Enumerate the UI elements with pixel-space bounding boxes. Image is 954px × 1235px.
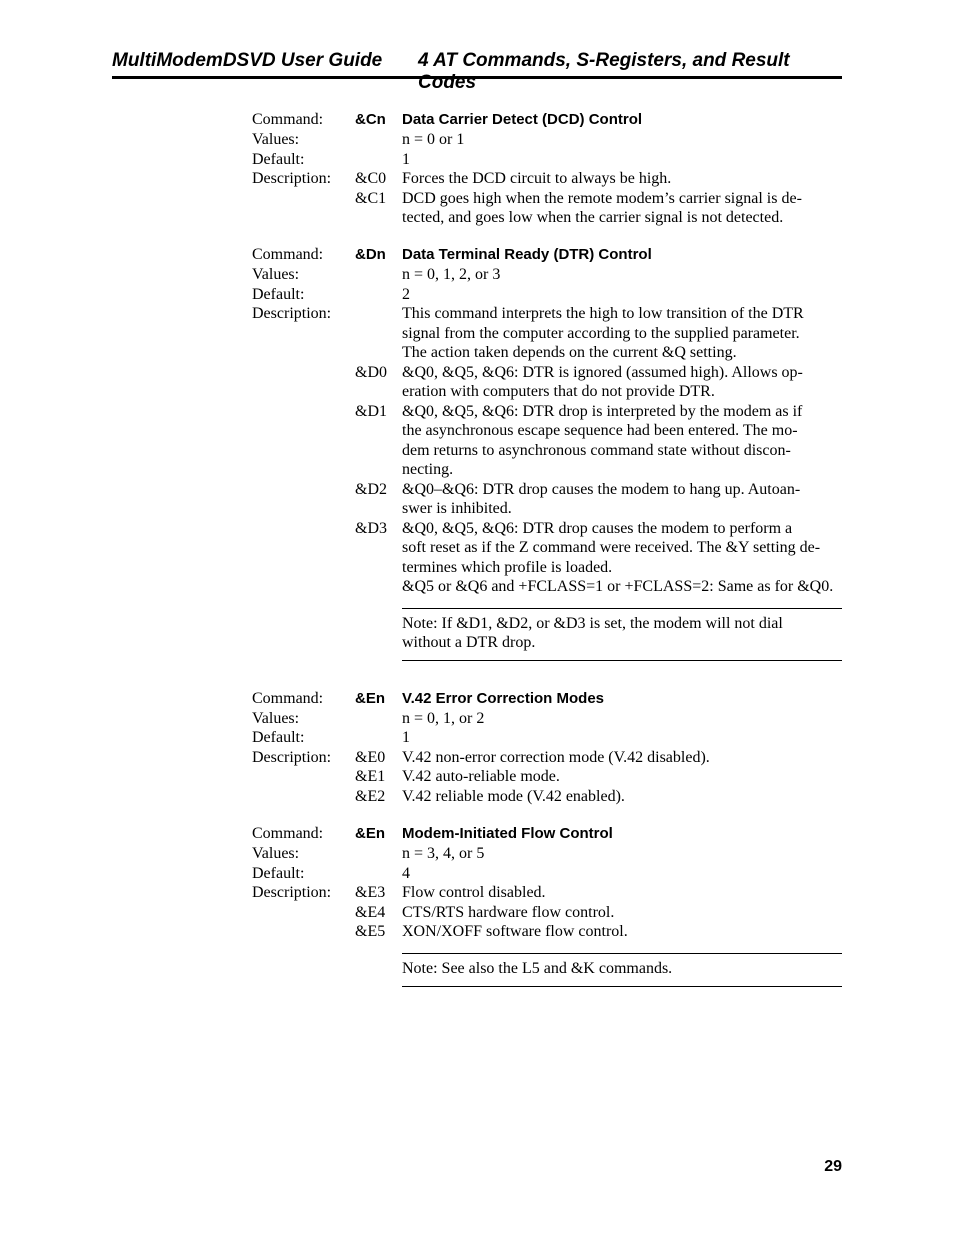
option-code: &D0	[355, 364, 387, 381]
option-text: &Q0–&Q6: DTR drop causes the modem to hang up. Autoan-	[402, 481, 801, 498]
default-label: Default:	[252, 729, 305, 746]
command-label: Command:	[252, 111, 324, 128]
note-box	[402, 608, 842, 661]
option-code: &E1	[355, 768, 386, 785]
option-text: Forces the DCD circuit to always be high.	[402, 170, 672, 187]
page-number: 29	[824, 1158, 842, 1175]
option-text: CTS/RTS hardware flow control.	[402, 904, 615, 921]
description-label: Description:	[252, 305, 332, 322]
option-text: eration with computers that do not provide DTR.	[402, 383, 715, 400]
values-text: n = 3, 4, or 5	[402, 845, 485, 862]
option-code: &D1	[355, 403, 387, 420]
default-value: 4	[402, 865, 410, 882]
values-text: n = 0 or 1	[402, 131, 465, 148]
values-text: n = 0, 1, or 2	[402, 710, 485, 727]
command-label: Command:	[252, 246, 324, 263]
option-code: &C0	[355, 170, 387, 187]
option-code: &E2	[355, 788, 386, 805]
option-text: soft reset as if the Z command were received. The &Y setting de-	[402, 539, 821, 556]
option-text: XON/XOFF software flow control.	[402, 923, 628, 940]
note-text: Note: If &D1, &D2, or &D3 is set, the modem will not dial	[402, 615, 783, 632]
values-label: Values:	[252, 710, 300, 727]
option-text: &Q0, &Q5, &Q6: DTR drop causes the modem to perform a	[402, 520, 793, 537]
option-text: swer is inhibited.	[402, 500, 512, 517]
option-code: &E5	[355, 923, 386, 940]
command-code: &En	[355, 690, 385, 707]
default-value: 1	[402, 729, 410, 746]
description-text: The action taken depends on the current &Q setting.	[402, 344, 737, 361]
description-label: Description:	[252, 884, 332, 901]
default-value: 1	[402, 151, 410, 168]
default-label: Default:	[252, 865, 305, 882]
option-text: &Q0, &Q5, &Q6: DTR drop is interpreted by the modem as if	[402, 403, 803, 420]
default-value: 2	[402, 286, 410, 303]
option-code: &E4	[355, 904, 386, 921]
description-label: Description:	[252, 749, 332, 766]
note-box	[402, 953, 842, 987]
values-label: Values:	[252, 131, 300, 148]
description-text: signal from the computer according to the supplied parameter.	[402, 325, 800, 342]
option-text: V.42 auto-reliable mode.	[402, 768, 560, 785]
command-title: Data Carrier Detect (DCD) Control	[402, 111, 643, 128]
command-label: Command:	[252, 690, 324, 707]
option-text: termines which profile is loaded.	[402, 559, 613, 576]
command-label: Command:	[252, 825, 324, 842]
option-code: &E3	[355, 884, 386, 901]
option-text: Flow control disabled.	[402, 884, 546, 901]
option-text: necting.	[402, 461, 454, 478]
command-code: &Cn	[355, 111, 386, 128]
chapter-title: 4 AT Commands, S-Registers, and Result Codes	[418, 50, 790, 93]
command-code: &Dn	[355, 246, 386, 263]
command-title: Modem-Initiated Flow Control	[402, 825, 613, 842]
values-text: n = 0, 1, 2, or 3	[402, 266, 501, 283]
note-text: Note: See also the L5 and &K commands.	[402, 960, 673, 977]
option-text: &Q0, &Q5, &Q6: DTR is ignored (assumed high). Allows op-	[402, 364, 803, 381]
option-text: DCD goes high when the remote modem’s carrier signal is de-	[402, 190, 802, 207]
option-code: &E0	[355, 749, 386, 766]
note-text: without a DTR drop.	[402, 634, 536, 651]
default-label: Default:	[252, 151, 305, 168]
description-text: This command interprets the high to low transition of the DTR	[402, 305, 804, 322]
default-label: Default:	[252, 286, 305, 303]
command-title: Data Terminal Ready (DTR) Control	[402, 246, 652, 263]
option-code: &D3	[355, 520, 387, 537]
option-code: &C1	[355, 190, 387, 207]
running-header	[112, 46, 842, 93]
description-label: Description:	[252, 170, 332, 187]
option-text: dem returns to asynchronous command state without discon-	[402, 442, 791, 459]
command-code: &En	[355, 825, 385, 842]
option-code: &D2	[355, 481, 387, 498]
option-text: the asynchronous escape sequence had been entered. The mo-	[402, 422, 798, 439]
option-text: V.42 non-error correction mode (V.42 disabled).	[402, 749, 710, 766]
values-label: Values:	[252, 266, 300, 283]
option-text: V.42 reliable mode (V.42 enabled).	[402, 788, 625, 805]
option-text: tected, and goes low when the carrier signal is not detected.	[402, 209, 784, 226]
guide-title: MultiModemDSVD User Guide	[112, 50, 383, 71]
values-label: Values:	[252, 845, 300, 862]
command-title: V.42 Error Correction Modes	[402, 690, 605, 707]
option-text: &Q5 or &Q6 and +FCLASS=1 or +FCLASS=2: Same as for &Q0.	[402, 578, 834, 595]
